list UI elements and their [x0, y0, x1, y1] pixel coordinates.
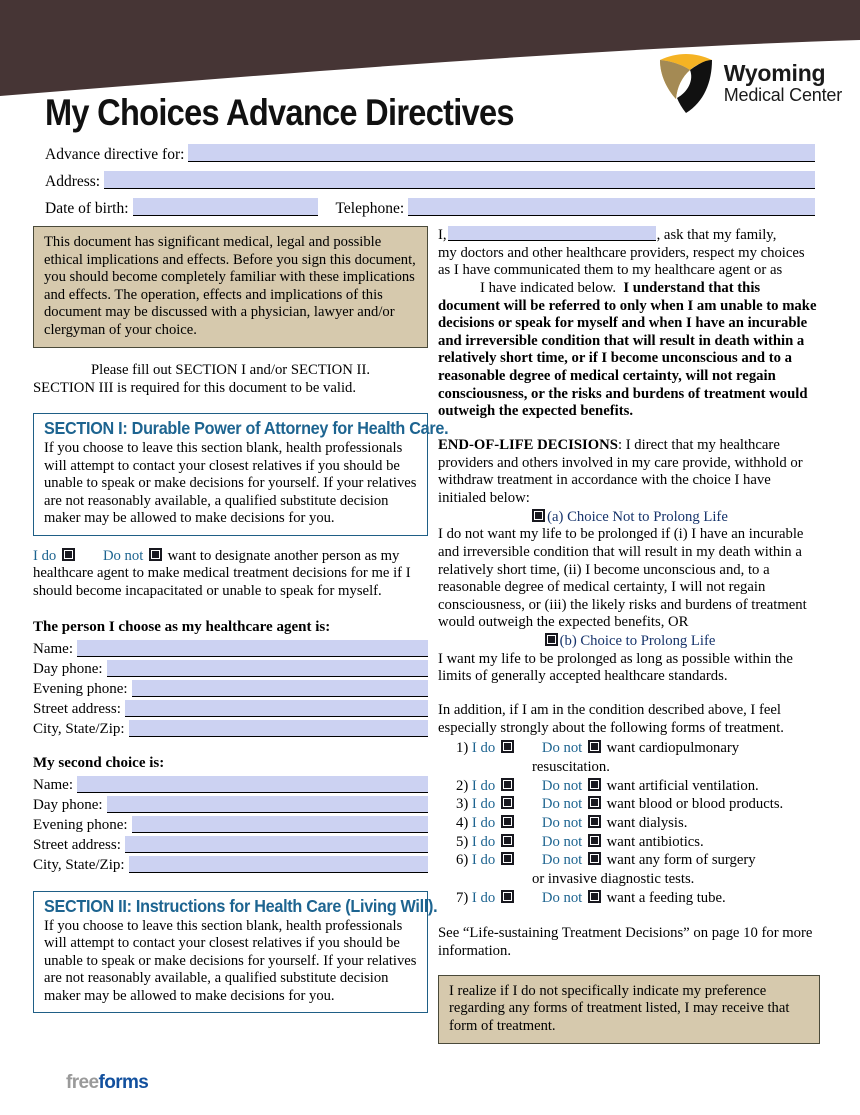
- shield-logo-icon: [657, 52, 715, 114]
- treatment-1-do-not-checkbox[interactable]: [588, 740, 601, 753]
- treatment-6-continuation: or invasive diagnostic tests.: [532, 871, 695, 887]
- label-agent2-city-state-zip: City, State/Zip:: [33, 856, 125, 873]
- treatment-4-i-do-checkbox[interactable]: [501, 815, 514, 828]
- freeforms-logo: [66, 1072, 148, 1094]
- choice-b-line: [438, 633, 820, 651]
- input-advance-directive-for[interactable]: [188, 144, 815, 162]
- input-agent2-name[interactable]: [77, 776, 428, 793]
- label-agent2-name: Name:: [33, 776, 73, 793]
- label-agent1-evening-phone: Evening phone:: [33, 680, 128, 697]
- treatment-7-number: 7): [456, 889, 469, 906]
- section-2-heading: SECTION II: Instructions for Health Care (Living Will).: [44, 895, 438, 916]
- section-2-box: [33, 891, 438, 1014]
- list-item: [438, 777, 820, 796]
- agent-primary-block: [33, 619, 428, 737]
- treatment-5-text: want antibiotics.: [606, 833, 704, 850]
- freeforms-logo-part1: free: [66, 1072, 99, 1093]
- declaration-after-name: , ask that my family,: [656, 227, 777, 243]
- fill-instruction-line2: SECTION III is required for this document to be valid.: [33, 379, 357, 396]
- label-date-of-birth: Date of birth:: [45, 199, 129, 217]
- input-agent1-name[interactable]: [77, 640, 428, 657]
- treatment-4-i-do-label: I do: [471, 814, 496, 831]
- treatment-2-do-not-checkbox[interactable]: [588, 778, 601, 791]
- label-agent1-day-phone: Day phone:: [33, 660, 103, 677]
- treatment-4-text: want dialysis.: [606, 814, 688, 831]
- agent-secondary-row-city-state-zip: [33, 854, 428, 873]
- eol-intro-paragraph: [438, 437, 820, 508]
- treatment-1-number: 1): [456, 740, 469, 757]
- field-row-advance-directive-for: [45, 142, 815, 162]
- declaration-bold: I understand that this document will be referred to only when I am unable to make decisions or speak for myself and when I have an incurable and irreversible condition that will result in death within a relatively short time, or if I become unconscious and to a reasonable degree of medical certainty, will not regain consciousness, or the risks and burdens of treatment would outweigh the expected benefits.: [438, 279, 817, 420]
- choice-a-line: [438, 509, 820, 527]
- field-row-address: [45, 169, 815, 189]
- treatment-1-continuation: resuscitation.: [532, 758, 610, 775]
- designate-do-not-label: Do not: [102, 547, 144, 564]
- choice-b-body: I want my life to be prolonged as long as possible within the limits of generally accepted healthcare standards.: [438, 650, 793, 685]
- agent-primary-row-street-address: [33, 698, 428, 717]
- label-agent2-day-phone: Day phone:: [33, 796, 103, 813]
- list-item: [438, 739, 820, 776]
- treatment-options-list: [438, 739, 820, 907]
- notice-box-text: This document has significant medical, legal and possible ethical implications and effects. Before you sign this document, you should become completely familiar with these implications and effects. The operation, effects and implications of this document may be discussed with a physician, lawyer and/or clergyman of your choice.: [44, 234, 416, 338]
- treatment-6-do-not-checkbox[interactable]: [588, 852, 601, 865]
- treatment-3-i-do-checkbox[interactable]: [501, 796, 514, 809]
- agent-secondary-row-evening-phone: [33, 814, 428, 833]
- treatment-7-i-do-checkbox[interactable]: [501, 890, 514, 903]
- realize-box: [438, 975, 820, 1045]
- notice-box: [33, 226, 428, 348]
- treatment-5-do-not-label: Do not: [541, 833, 583, 850]
- see-note: See “Life-sustaining Treatment Decisions” on page 10 for more information.: [438, 925, 813, 959]
- treatment-7-do-not-checkbox[interactable]: [588, 890, 601, 903]
- designate-i-do-label: I do: [33, 547, 57, 564]
- treatment-6-text: want any form of surgery: [606, 852, 756, 869]
- agent-secondary-row-street-address: [33, 834, 428, 853]
- label-agent2-evening-phone: Evening phone:: [33, 816, 128, 833]
- list-item: [438, 795, 820, 814]
- treatment-5-i-do-label: I do: [471, 833, 496, 850]
- section-2-body: If you choose to leave this section blank, health professionals will attempt to contact your closest relatives if you should be unable to speak or make decisions for yourself. If your relatives are not reasonably available, a qualified substitute decision maker may be allowed to make decisions for you.: [44, 917, 417, 1004]
- treatment-1-i-do-checkbox[interactable]: [501, 740, 514, 753]
- treatment-5-number: 5): [456, 833, 469, 850]
- designate-tail-text: want to designate another person as my healthcare agent to make medical treatment decisions for me if I should become incapacitated or unable to speak for myself.: [33, 547, 411, 600]
- treatment-6-i-do-label: I do: [471, 852, 496, 869]
- declaration-mid: my doctors and other healthcare providers, respect my choices as I have communicated them to my healthcare agent or as: [438, 244, 805, 279]
- declaration-mid2: I have indicated below.: [480, 279, 617, 296]
- input-agent1-street-address[interactable]: [125, 700, 428, 717]
- designate-paragraph: [33, 548, 428, 601]
- treatment-3-do-not-label: Do not: [541, 796, 583, 813]
- declaration-paragraph: [438, 226, 820, 421]
- label-agent1-street-address: Street address:: [33, 700, 121, 717]
- treatment-2-i-do-checkbox[interactable]: [501, 778, 514, 791]
- addition-intro: In addition, if I am in the condition described above, I feel especially strongly about the following forms of treatment.: [438, 702, 784, 736]
- treatment-2-number: 2): [456, 777, 469, 794]
- wyoming-medical-center-logo: [657, 52, 842, 114]
- label-agent1-name: Name:: [33, 640, 73, 657]
- treatment-7-i-do-label: I do: [471, 889, 496, 906]
- agent-secondary-row-name: [33, 774, 428, 793]
- list-item: [438, 833, 820, 852]
- agent-primary-heading: The person I choose as my healthcare agent is:: [33, 618, 331, 635]
- section-1-heading: SECTION I: Durable Power of Attorney for Health Care.: [44, 418, 449, 439]
- designate-i-do-checkbox[interactable]: [62, 548, 75, 561]
- label-address: Address:: [45, 172, 101, 190]
- input-declarant-name[interactable]: [448, 226, 656, 241]
- treatment-4-do-not-label: Do not: [541, 814, 583, 831]
- eol-intro-text: : I direct that my healthcare providers and others involved in my care provide, withhold or withdraw treatment in accordance with the choice I have initialed below:: [438, 437, 803, 506]
- top-fields: [45, 142, 815, 223]
- label-advance-directive-for: Advance directive for:: [45, 145, 185, 163]
- freeforms-logo-part2: forms: [98, 1072, 149, 1093]
- fill-instruction-line1: Please fill out SECTION I and/or SECTION II.: [90, 362, 371, 378]
- treatment-6-number: 6): [456, 852, 469, 869]
- brand-name-line1: Wyoming: [723, 59, 826, 86]
- list-item: [438, 851, 820, 888]
- agent-primary-row-city-state-zip: [33, 718, 428, 737]
- input-agent2-day-phone[interactable]: [107, 796, 428, 813]
- choice-a-body: I do not want my life to be prolonged if (i) I have an incurable and irreversible condition that will result in my death within a relatively short time, (ii) I become unconscious and, to a reasonable degree of medical certainty, I will not regain consciousness, or (iii) the likely risks and burdens of treatment would outweigh the expected benefits, OR: [438, 526, 807, 631]
- treatment-2-do-not-label: Do not: [541, 777, 583, 794]
- treatment-3-number: 3): [456, 796, 469, 813]
- agent-primary-row-day-phone: [33, 658, 428, 677]
- input-date-of-birth[interactable]: [133, 198, 318, 216]
- treatment-3-i-do-label: I do: [471, 796, 496, 813]
- treatment-5-do-not-checkbox[interactable]: [588, 834, 601, 847]
- input-agent2-city-state-zip[interactable]: [129, 856, 428, 873]
- agent-secondary-row-day-phone: [33, 794, 428, 813]
- label-telephone: Telephone:: [335, 199, 405, 217]
- list-item: [438, 889, 820, 908]
- agent-secondary-block: [33, 755, 428, 873]
- treatment-5-i-do-checkbox[interactable]: [501, 834, 514, 847]
- treatment-3-text: want blood or blood products.: [606, 796, 784, 813]
- list-item: [438, 814, 820, 833]
- eol-heading: END-OF-LIFE DECISIONS: [438, 437, 618, 454]
- input-agent2-street-address[interactable]: [125, 836, 428, 853]
- field-row-dob-telephone: [45, 196, 815, 216]
- treatment-7-do-not-label: Do not: [541, 889, 583, 906]
- choice-b-label: (b) Choice to Prolong Life: [559, 633, 716, 650]
- treatment-4-number: 4): [456, 814, 469, 831]
- page-title: My Choices Advance Directives: [45, 92, 514, 133]
- input-agent2-evening-phone[interactable]: [132, 816, 428, 833]
- agent-secondary-heading: My second choice is:: [33, 754, 165, 771]
- treatment-6-i-do-checkbox[interactable]: [501, 852, 514, 865]
- treatment-1-text: want cardiopulmonary: [606, 740, 740, 757]
- treatment-1-do-not-label: Do not: [541, 740, 583, 757]
- treatment-3-do-not-checkbox[interactable]: [588, 796, 601, 809]
- choice-a-checkbox[interactable]: [532, 509, 545, 522]
- input-telephone[interactable]: [408, 198, 815, 216]
- choice-a-label: (a) Choice Not to Prolong Life: [547, 508, 728, 525]
- input-agent1-city-state-zip[interactable]: [129, 720, 428, 737]
- right-column: [438, 226, 820, 1044]
- section-1-box: [33, 413, 449, 536]
- treatment-7-text: want a feeding tube.: [606, 889, 726, 906]
- input-agent1-day-phone[interactable]: [107, 660, 428, 677]
- designate-do-not-checkbox[interactable]: [149, 548, 162, 561]
- treatment-1-i-do-label: I do: [471, 740, 496, 757]
- left-column: [33, 226, 449, 1013]
- realize-box-text: I realize if I do not specifically indicate my preference regarding any forms of treatment listed, I may receive that form of treatment.: [449, 982, 790, 1034]
- treatment-2-text: want artificial ventilation.: [606, 777, 759, 794]
- label-agent2-street-address: Street address:: [33, 836, 121, 853]
- choice-b-checkbox[interactable]: [545, 633, 558, 646]
- brand-name-line2: Medical Center: [723, 85, 842, 106]
- input-agent1-evening-phone[interactable]: [132, 680, 428, 697]
- agent-primary-row-evening-phone: [33, 678, 428, 697]
- section-1-body: If you choose to leave this section blank, health professionals will attempt to contact your closest relatives if you should be unable to speak or make decisions for yourself. If your relatives are not reasonably available, a qualified substitute decision maker may be allowed to make decisions for you.: [44, 440, 417, 527]
- treatment-6-do-not-label: Do not: [541, 852, 583, 869]
- label-agent1-city-state-zip: City, State/Zip:: [33, 720, 125, 737]
- treatment-2-i-do-label: I do: [471, 777, 496, 794]
- treatment-4-do-not-checkbox[interactable]: [588, 815, 601, 828]
- declaration-lead: I,: [438, 227, 447, 243]
- input-address[interactable]: [104, 171, 815, 189]
- agent-primary-row-name: [33, 638, 428, 657]
